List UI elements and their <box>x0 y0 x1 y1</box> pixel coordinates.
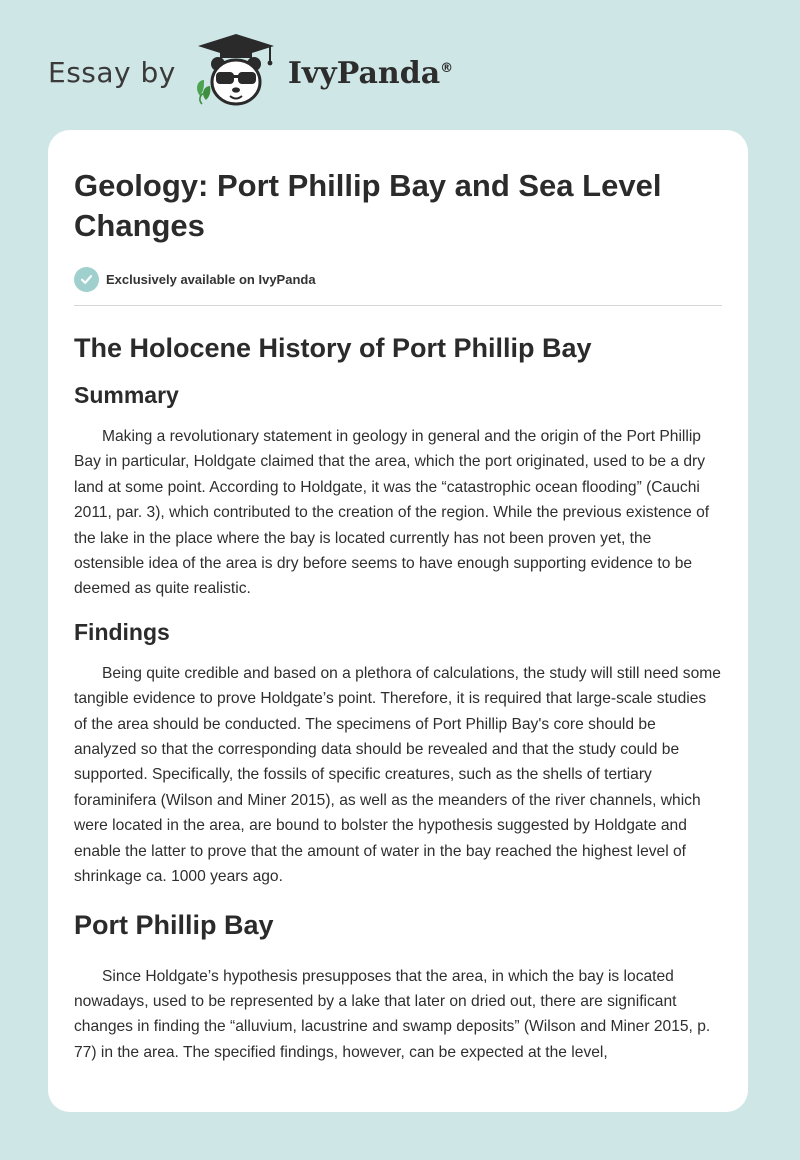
brand-name-text: IvyPanda <box>287 55 441 91</box>
brand-name[interactable] <box>288 56 453 91</box>
section-heading-holocene: The Holocene History of Port Phillip Bay <box>74 333 592 363</box>
site-header <box>48 30 453 110</box>
paragraph-port-phillip-bay: Since Holdgate’s hypothesis presupposes that the area, in which the bay is located nowadays, used to be represented by a lake that later on dried out, there are significant changes in finding the “alluvium, lacustrine and swamp deposits” (Wilson and Miner 2015, p. 77) in the area. The specified findings, however, can be expected at the level, <box>74 967 711 1061</box>
essay-title: Geology: Port Phillip Bay and Sea Level Changes <box>74 168 662 243</box>
paragraph-summary: Making a revolutionary statement in geology in general and the origin of the Port Phillip Bay in particular, Holdgate claimed that the area, which the port originated, used to be a dry land at some point. According to Holdgate, it was the “catastrophic ocean flooding” (Cauchi 2011, par. 3), which contributed to the creation of the region. While the previous existence of the lake in the place where the bay is located currently has not been proven yet, the ostensible idea of the area is dry before seems to have enough supporting evidence to be deemed as quite realistic. <box>74 428 710 598</box>
exclusive-badge <box>74 264 722 294</box>
subheading-summary: Summary <box>74 382 179 408</box>
essay-card <box>48 130 748 1112</box>
divider <box>74 305 722 306</box>
exclusive-label: Exclusively available on IvyPanda <box>106 271 316 287</box>
registered-mark: ® <box>440 60 454 76</box>
essay-by-label: Essay by <box>48 55 176 89</box>
panda-logo-icon[interactable] <box>190 30 282 110</box>
section-heading-port-phillip-bay: Port Phillip Bay <box>74 909 274 940</box>
subheading-findings: Findings <box>74 618 170 645</box>
paragraph-findings: Being quite credible and based on a plethora of calculations, the study will still need some tangible evidence to prove Holdgate’s point. Therefore, it is required that large-scale studies of the area should be conducted. The specimens of Port Phillip Bay's core should be analyzed so that the corresponding data should be revealed and that the study could be supported. Specifically, the fossils of specific creatures, such as the shells of tertiary foraminifera (Wilson and Miner 2015), as well as the meanders of the river channels, which were located in the area, are bound to bolster the hypothesis suggested by Holdgate and enable the latter to prove that the amount of water in the bay reached the highest level of shrinkage ca. 1000 years ago. <box>74 664 721 886</box>
check-icon <box>74 267 99 292</box>
